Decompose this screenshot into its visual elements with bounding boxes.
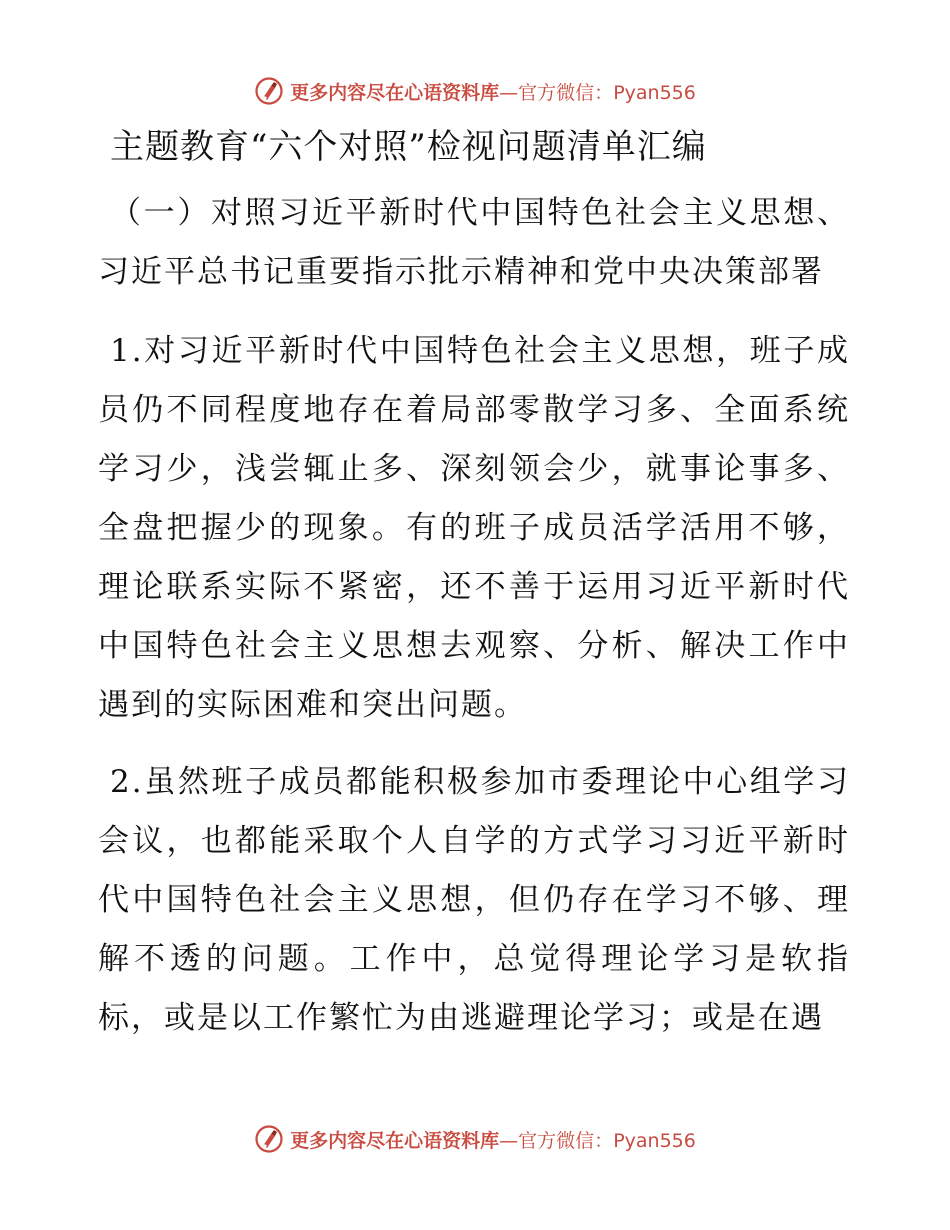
watermark-separator: — <box>499 81 519 104</box>
watermark-footer <box>0 1119 950 1159</box>
paragraph <box>98 322 850 735</box>
watermark-separator: — <box>499 1129 519 1152</box>
paragraph-text: 1.对习近平新时代中国特色社会主义思想，班子成员仍不同程度地存在着局部零散学习多、全面系统学习少，浅尝辄止多、深刻领会少，就事论事多、全盘把握少的现象。有的班子成员活学活用不够，理论联系实际不紧密，还不善于运用习近平新时代中国特色社会主义思想去观察、分析、解决工作中遇到的实际困难和突出问题。 <box>98 333 850 723</box>
watermark-text <box>290 1126 696 1153</box>
document-body <box>98 124 850 1066</box>
watermark-wechat-label: 官方微信： <box>518 1129 614 1152</box>
watermark-wechat-id: Pyan556 <box>613 81 696 104</box>
watermark-header <box>0 71 950 111</box>
watermark-site-text: 更多内容尽在心语资料库 <box>290 81 500 104</box>
section-heading-text: （一）对照习近平新时代中国特色社会主义思想、习近平总书记重要指示批示精神和党中央决策部署 <box>98 195 850 290</box>
watermark-wechat-id: Pyan556 <box>613 1129 696 1152</box>
watermark-text <box>290 78 696 105</box>
pen-nib-logo-icon <box>254 76 284 106</box>
section-heading <box>98 184 850 302</box>
pen-nib-logo-icon <box>254 1124 284 1154</box>
paragraph-text: 2.虽然班子成员都能积极参加市委理论中心组学习会议，也都能采取个人自学的方式学习习近平新时代中国特色社会主义思想，但仍存在学习不够、理解不透的问题。工作中，总觉得理论学习是软指标，或是以工作繁忙为由逃避理论学习；或是在遇 <box>98 764 850 1036</box>
paragraph <box>98 753 850 1048</box>
document-title: 主题教育“六个对照”检视问题清单汇编 <box>110 127 707 167</box>
watermark-site-text: 更多内容尽在心语资料库 <box>290 1129 500 1152</box>
watermark-wechat-label: 官方微信： <box>518 81 614 104</box>
